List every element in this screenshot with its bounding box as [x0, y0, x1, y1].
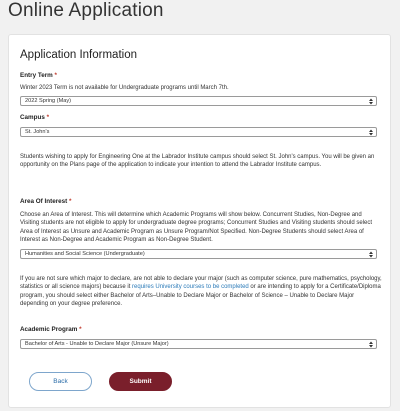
- page-title: Online Application: [8, 0, 164, 21]
- campus-label: Campus *: [20, 114, 50, 121]
- section-title: Application Information: [20, 49, 137, 61]
- entry-term-select[interactable]: 2022 Spring (May): [20, 96, 377, 106]
- area-of-interest-label: Area Of Interest *: [20, 198, 72, 205]
- application-card: [8, 34, 391, 408]
- major-note: If you are not sure which major to declare, are not able to declare your major (such as computer science, pure mathematics, psychology, statistics or all science majors) because it requires University courses to be completed or are intending to apply for a Certificate/Diploma program, you should select either Bachelor of Arts–Unable to Declare Major or Bachelor of Science – Unable to Declare Major depending on your degree preference.: [20, 276, 382, 308]
- back-button[interactable]: Back: [29, 372, 92, 391]
- submit-button[interactable]: Submit: [109, 372, 172, 391]
- updown-arrows-icon: [369, 251, 373, 258]
- entry-term-note: Winter 2023 Term is not available for Undergraduate programs until March 7th.: [20, 85, 229, 91]
- campus-select[interactable]: St. John's: [20, 127, 377, 137]
- entry-term-label: Entry Term *: [20, 72, 57, 79]
- university-courses-link[interactable]: requires University courses to be completed: [132, 284, 249, 291]
- area-of-interest-select[interactable]: Humanities and Social Science (Undergraduate): [20, 249, 377, 259]
- campus-note: Students wishing to apply for Engineering One at the Labrador Institute campus should select St. John's campus. You will be given an opportunity on the Plans page of the application to indicate your intention to attend the Labrador Institute campus.: [20, 154, 375, 169]
- area-of-interest-note: Choose an Area of Interest. This will determine which Academic Programs will show below. Concurrent Studies, Non-Degree and Visiting students are not eligible to apply for undergraduate degree programs; Concurrent Studies and Visiting students should select Area of Interest as Unsure and Academic Program as Unsure Program/Not Specified. Non-Degree Students should select Area of Interest as Non-Degree and Academic Program as Non-Degree Student.: [20, 212, 372, 244]
- updown-arrows-icon: [369, 341, 373, 348]
- updown-arrows-icon: [369, 129, 373, 136]
- updown-arrows-icon: [369, 98, 373, 105]
- academic-program-label: Academic Program *: [20, 326, 82, 333]
- academic-program-select[interactable]: Bachelor of Arts - Unable to Declare Major (Unsure Major): [20, 339, 377, 349]
